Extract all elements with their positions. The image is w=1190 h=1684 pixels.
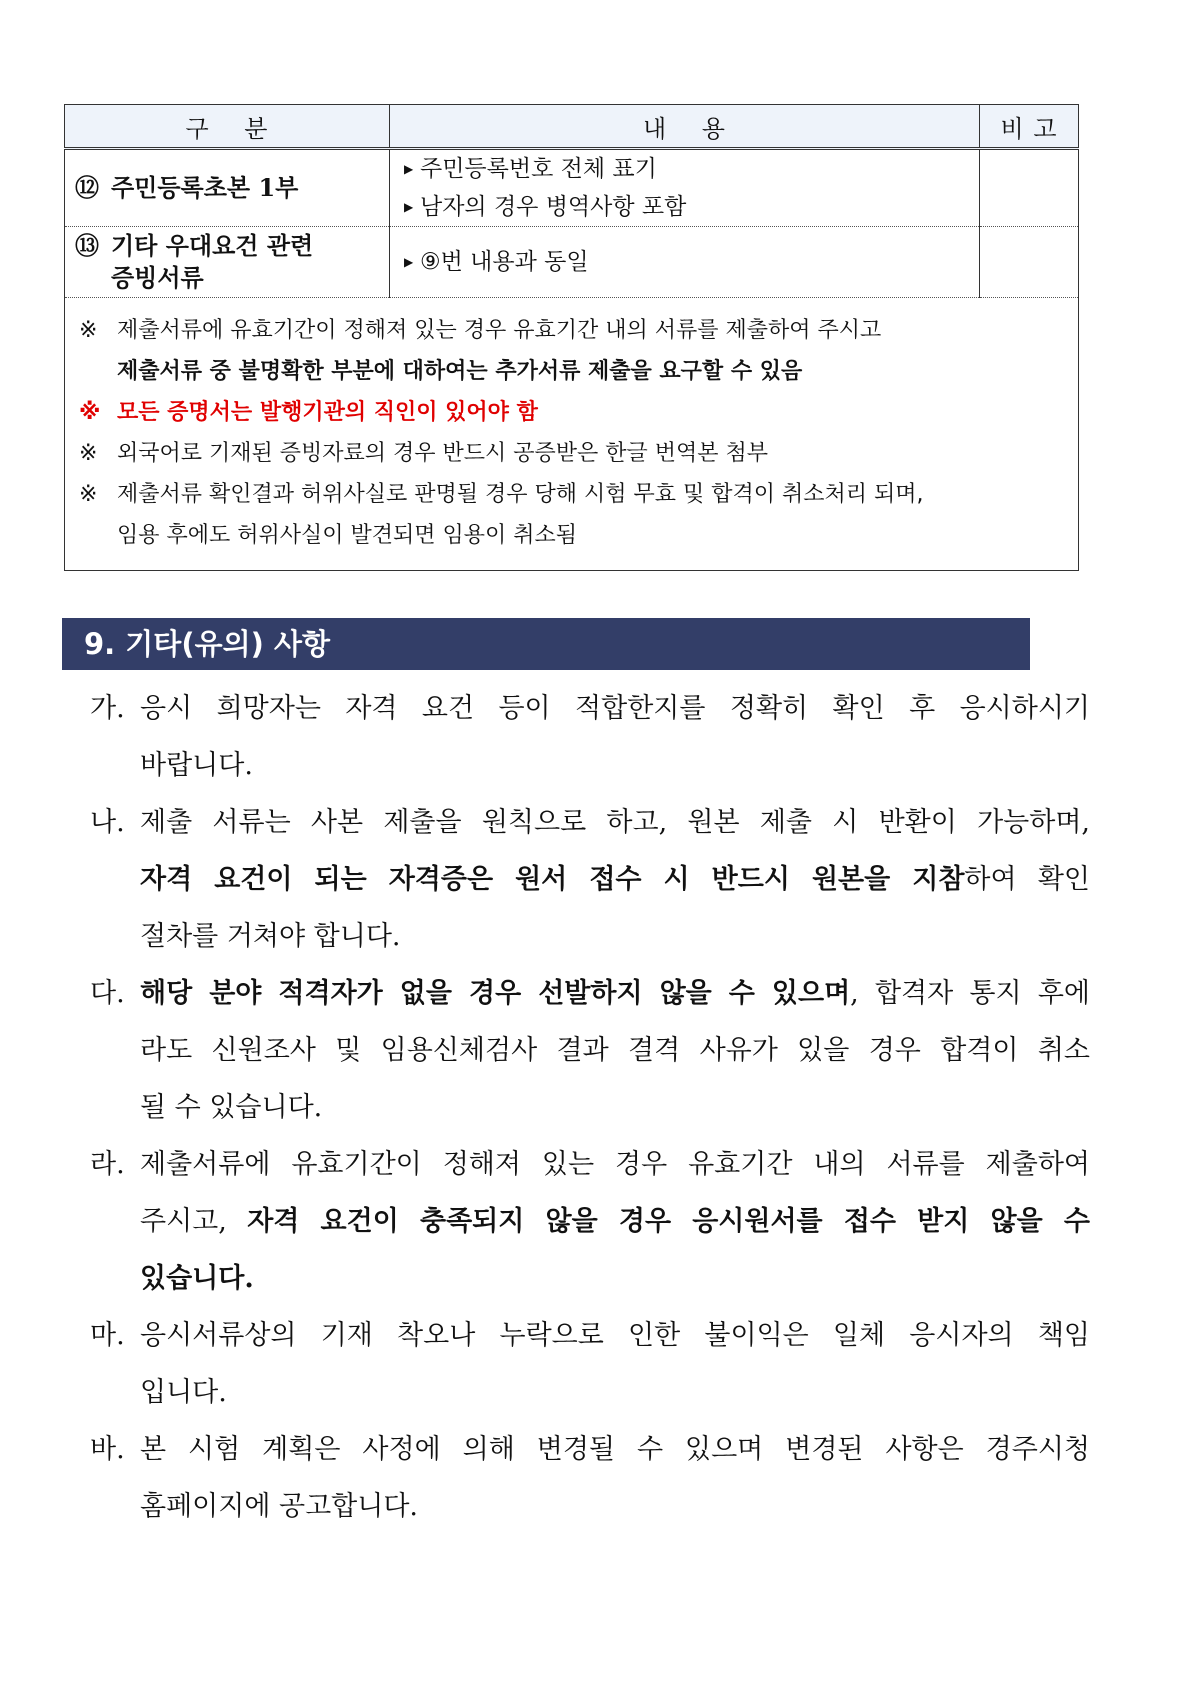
list-item — [90, 680, 1090, 794]
item-text-rest: 하여 확인 — [964, 864, 1090, 895]
item-label: 나. — [90, 807, 125, 838]
header-category: 구 분 — [65, 105, 390, 149]
table-header-row — [65, 105, 1079, 149]
emphasis-text: 있습니다. — [140, 1263, 254, 1294]
item-label: 다. — [90, 978, 125, 1009]
triangle-bullet-icon: ▶ — [404, 162, 414, 176]
list-item — [90, 1136, 1090, 1307]
emphasis-text: 해당 분야 적격자가 없을 경우 선발하지 않을 수 있으며 — [140, 978, 851, 1009]
header-remark: 비 고 — [980, 105, 1079, 149]
note-1: 제출서류에 유효기간이 정해져 있는 경우 유효기간 내의 서류를 제출하여 주시고 — [117, 318, 882, 343]
item-label: 라. — [90, 1149, 125, 1180]
list-item — [90, 965, 1090, 1136]
item-remark-cell — [980, 227, 1079, 298]
note-mark: ※ — [79, 400, 101, 425]
note-mark: ※ — [79, 482, 98, 507]
content-bullet: 주민등록번호 전체 표기 — [420, 156, 657, 182]
item-text: 응시 희망자는 자격 요건 등이 적합한지를 정확히 확인 후 응시하시기 — [140, 693, 1090, 724]
section-title: 9. 기타(유의) 사항 — [62, 618, 1030, 670]
item-name-cell — [65, 227, 390, 298]
notes-row — [65, 298, 1079, 571]
item-remark-cell — [980, 149, 1079, 227]
note-mark: ※ — [79, 441, 98, 466]
item-name-cell — [65, 149, 390, 227]
note-3: 외국어로 기재된 증빙자료의 경우 반드시 공증받은 한글 번역본 첨부 — [117, 441, 769, 466]
item-text — [140, 965, 1090, 1022]
item-text-rest: , 합격자 통지 후에 — [850, 978, 1090, 1009]
item-label: 마. — [90, 1320, 125, 1351]
note-2: 모든 증명서는 발행기관의 직인이 있어야 함 — [117, 400, 538, 425]
note-mark: ※ — [79, 318, 98, 343]
item-text: 제출서류에 유효기간이 정해져 있는 경우 유효기간 내의 서류를 제출하여 — [140, 1149, 1090, 1180]
item-name-continued: 증빙서류 — [111, 263, 204, 292]
note-4-continued: 임용 후에도 허위사실이 발견되면 임용이 취소됨 — [117, 523, 578, 548]
item-content-cell — [390, 227, 980, 298]
item-text: 제출 서류는 사본 제출을 원칙으로 하고, 원본 제출 시 반환이 가능하며, — [140, 807, 1090, 838]
item-text: 절차를 거쳐야 합니다. — [140, 921, 401, 952]
notice-list — [90, 680, 1090, 1535]
emphasis-text: 자격 요건이 충족되지 않을 경우 응시원서를 접수 받지 않을 수 — [247, 1206, 1090, 1237]
content-bullet: 남자의 경우 병역사항 포함 — [420, 194, 687, 220]
item-text: 본 시험 계획은 사정에 의해 변경될 수 있으며 변경된 사항은 경주시청 — [140, 1434, 1090, 1465]
emphasis-text: 자격 요건이 되는 자격증은 원서 접수 시 반드시 원본을 지참 — [140, 864, 965, 895]
documents-table — [64, 104, 1079, 571]
item-name: 주민등록초본 1부 — [111, 173, 299, 202]
item-text: 바랍니다. — [140, 750, 253, 781]
triangle-bullet-icon: ▶ — [404, 255, 414, 269]
item-text: 될 수 있습니다. — [140, 1092, 323, 1123]
content-bullet: ⑨번 내용과 동일 — [420, 249, 589, 275]
item-number: ⑬ — [75, 231, 99, 260]
item-label: 바. — [90, 1434, 125, 1465]
note-4: 제출서류 확인결과 허위사실로 판명될 경우 당해 시험 무효 및 합격이 취소처리 되며, — [117, 482, 924, 507]
item-number: ⑫ — [75, 173, 99, 202]
item-text — [140, 1193, 1090, 1250]
header-content: 내 용 — [390, 105, 980, 149]
item-content-cell — [390, 149, 980, 227]
item-text: 홈페이지에 공고합니다. — [140, 1491, 418, 1522]
item-label: 가. — [90, 693, 125, 724]
item-text — [140, 851, 1090, 908]
item-text-pre: 주시고, — [140, 1206, 248, 1237]
table-row — [65, 149, 1079, 227]
list-item — [90, 1307, 1090, 1421]
item-text: 라도 신원조사 및 임용신체검사 결과 결격 사유가 있을 경우 합격이 취소 — [140, 1035, 1090, 1066]
note-1-continued: 제출서류 중 불명확한 부분에 대하여는 추가서류 제출을 요구할 수 있음 — [117, 359, 803, 384]
item-text: 입니다. — [140, 1377, 227, 1408]
list-item — [90, 794, 1090, 965]
notes-cell — [65, 298, 1079, 571]
item-text — [140, 1250, 1090, 1307]
table-row — [65, 227, 1079, 298]
triangle-bullet-icon: ▶ — [404, 200, 414, 214]
item-name: 기타 우대요건 관련 — [111, 231, 314, 260]
list-item — [90, 1421, 1090, 1535]
item-text: 응시서류상의 기재 착오나 누락으로 인한 불이익은 일체 응시자의 책임 — [140, 1320, 1090, 1351]
